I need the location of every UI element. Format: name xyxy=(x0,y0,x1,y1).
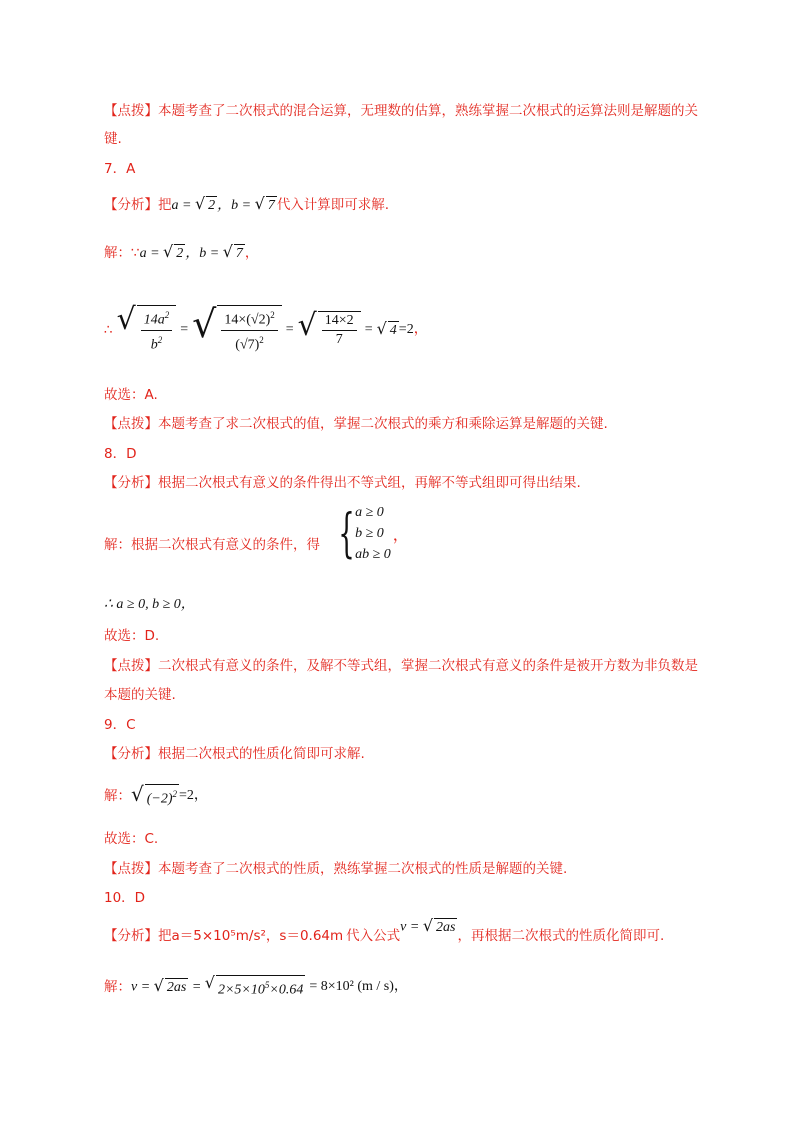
answer-q7: 7．A xyxy=(104,161,136,177)
choose-q8: 故选：D. xyxy=(104,628,160,644)
analysis-q7 xyxy=(104,196,389,215)
choose-q9: 故选：C. xyxy=(104,831,159,847)
solve-q7: 解：∵a = √ 2 ，b = √ 7 ， xyxy=(104,242,259,262)
analysis-q10 xyxy=(104,916,665,945)
math-q7-computation: ∴ √ $\frac{14a^2}{b^2}$ = √ $\frac{14\times(√2)^2}{(√7)^2}$ = √ $\frac{14\times 2}{7}$ = √ 4 =2 ， xyxy=(104,302,428,353)
solve-label: 解： xyxy=(104,788,131,805)
solve-q8: 解：根据二次根式有意义的条件，得 xyxy=(104,537,320,553)
inequality-b: b ≥ 0 xyxy=(355,526,384,541)
therefore-symbol: ∴ xyxy=(104,322,113,338)
point-note-q6: 【点拨】本题考查了二次根式的混合运算，无理数的估算，熟练掌握二次根式的运算法则是解题的关 xyxy=(104,103,698,119)
answer-q8: 8．D xyxy=(104,446,137,462)
analysis-label: 【分析】把 xyxy=(104,197,172,213)
analysis-q9: 【分析】根据二次根式的性质化简即可求解. xyxy=(104,746,365,762)
analysis-label: 【分析】把 xyxy=(104,927,172,944)
point-note-q6-cont: 键. xyxy=(104,131,122,147)
answer-q9: 9．C xyxy=(104,717,136,733)
choose-q7: 故选：A. xyxy=(104,387,158,403)
answer-q10: 10．D xyxy=(104,890,146,906)
point-note-q9: 【点拨】本题考查了二次根式的性质，熟练掌握二次根式的性质是解题的关键. xyxy=(104,861,568,877)
q9-result: =2， xyxy=(179,788,208,804)
analysis-text: 代入公式 xyxy=(346,927,401,944)
formula-v: v = √ 2as xyxy=(400,916,456,935)
analysis-text: 代入计算即可求解. xyxy=(276,197,390,213)
solve-label: 解：∵ xyxy=(104,245,140,261)
math-a-b-values: a = √ 2 ，b = √ 7 xyxy=(171,194,275,214)
math-a-b-values-2: a = √ 2 ，b = √ 7 xyxy=(139,242,243,262)
point-note-q8-cont: 本题的关键. xyxy=(104,687,176,703)
inequality-a: a ≥ 0 xyxy=(355,505,384,520)
point-note-q7: 【点拨】本题考查了求二次根式的值，掌握二次根式的乘方和乘除运算是解题的关键. xyxy=(104,416,608,432)
inequality-ab: ab ≥ 0 xyxy=(355,547,391,562)
solve-label: 解： xyxy=(104,979,131,996)
solve-q10: 解： v = √ 2as = √ $2\times 5\times 10^5\times 0.64$ = 8×10² (m / s)， xyxy=(104,973,408,998)
q10-result: = 8×10² (m / s)， xyxy=(309,979,408,995)
analysis-q8: 【分析】根据二次根式有意义的条件得出不等式组，再解不等式组即可得出结果. xyxy=(104,475,581,491)
solve-q9: 解： √ $(-2)^2$ =2， xyxy=(104,782,208,807)
analysis-values: a＝5×10⁵m/s²，s＝0.64m xyxy=(171,927,344,944)
point-note-q8: 【点拨】二次根式有意义的条件，及解不等式组，掌握二次根式有意义的条件是被开方数为非负数是 xyxy=(104,658,698,674)
analysis-text-2: ，再根据二次根式的性质化简即可. xyxy=(457,927,665,944)
result-q8: ∴ a ≥ 0, b ≥ 0， xyxy=(104,597,195,612)
inequality-system: { a ≥ 0 b ≥ 0 ab ≥ 0 ， xyxy=(338,503,409,564)
